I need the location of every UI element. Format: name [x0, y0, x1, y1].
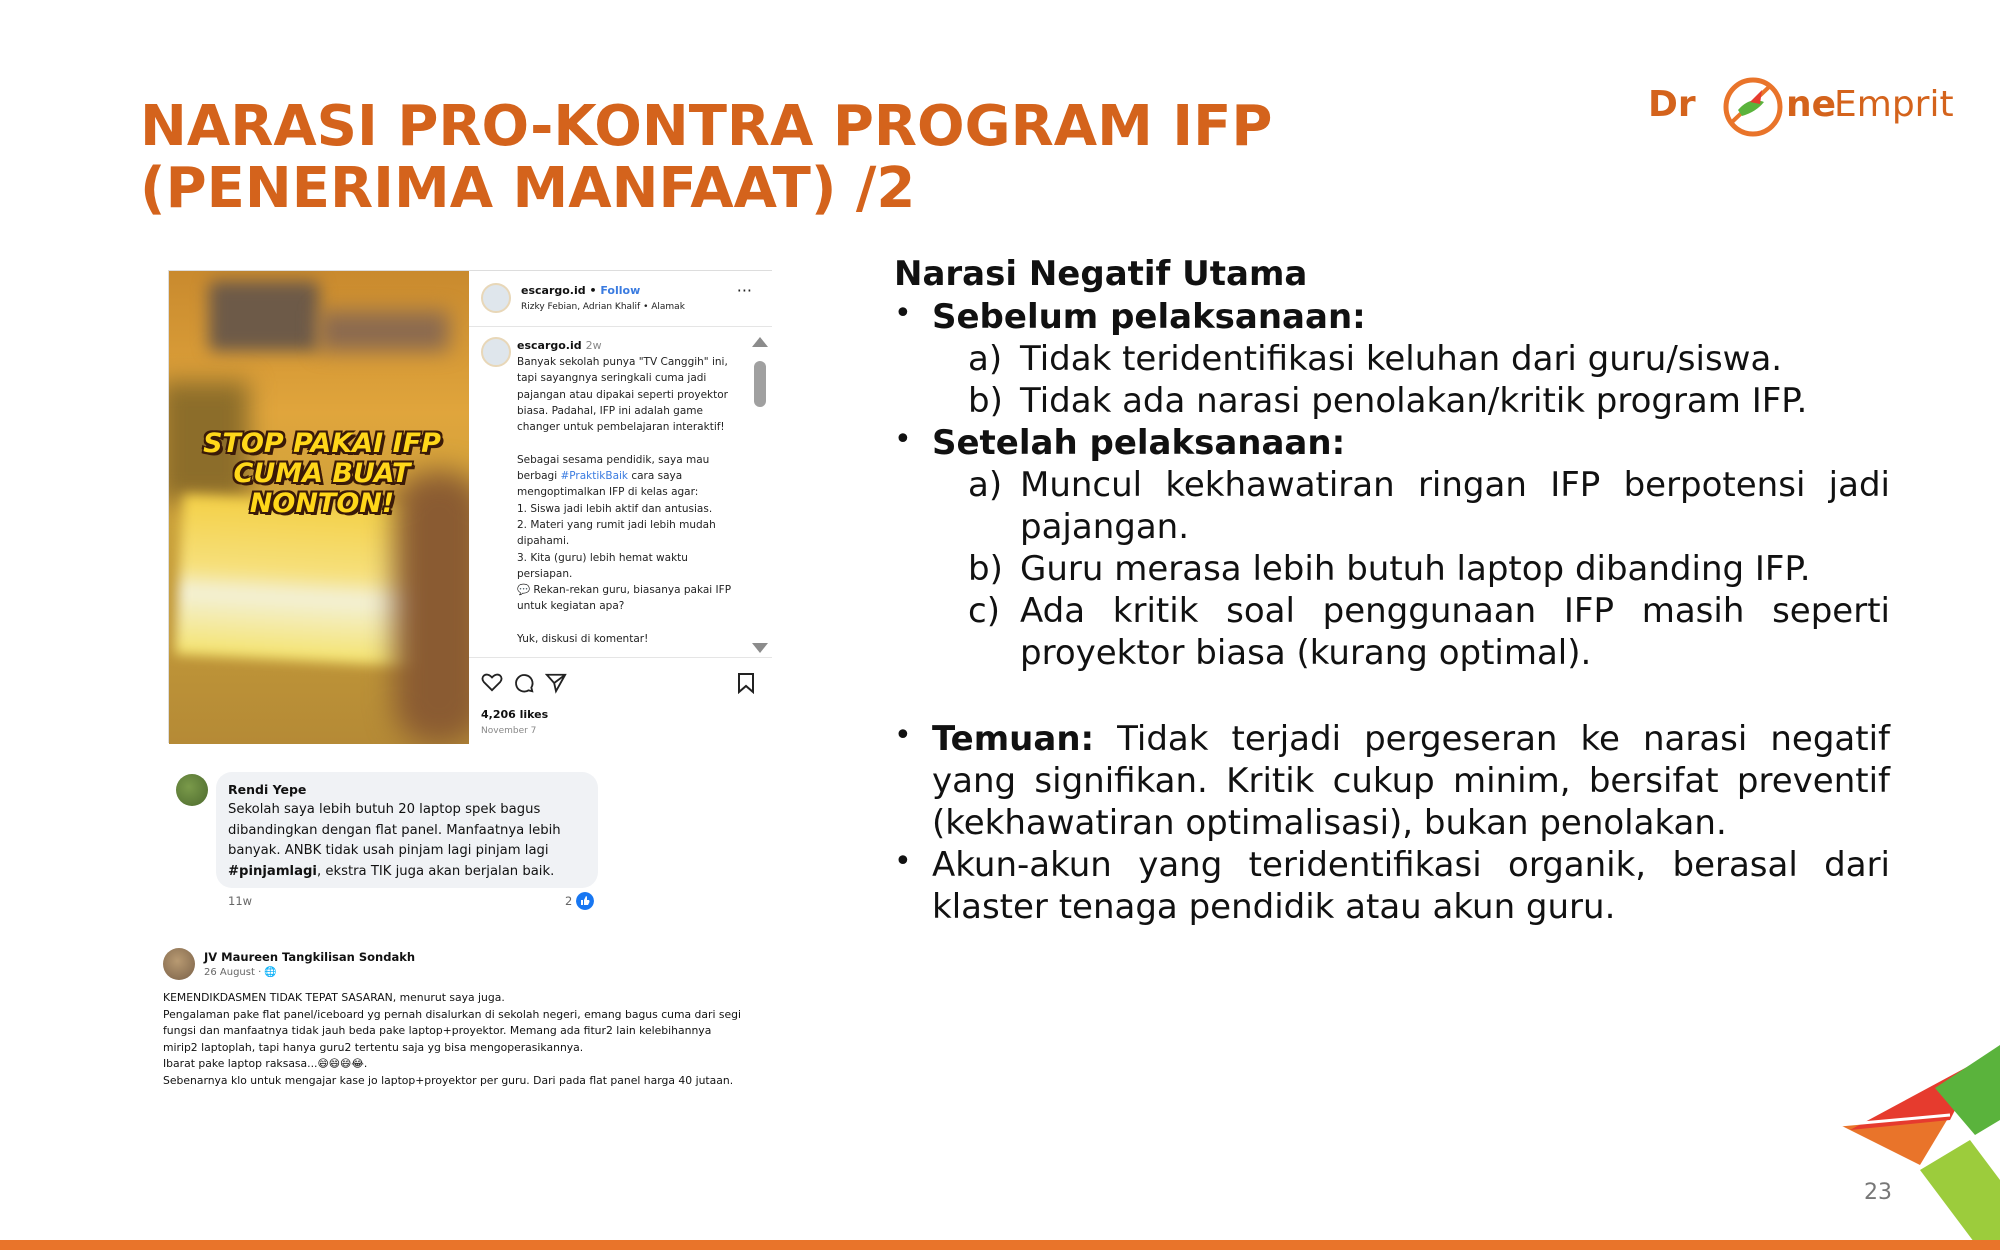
post-caption-area [469, 327, 772, 657]
caption-scrollbar[interactable] [752, 337, 766, 653]
caption-time: 2w [585, 339, 602, 352]
after-item-c-letter: c) [968, 591, 1000, 631]
likes-count[interactable]: 4,206 likes [481, 708, 549, 721]
bullet-dot: • [894, 422, 912, 457]
narrative-heading: Narasi Negatif Utama [894, 254, 1308, 294]
bookmark-icon[interactable] [737, 672, 755, 694]
instagram-post [168, 270, 772, 743]
scroll-down-arrow-icon[interactable] [752, 643, 768, 653]
finding-label: Temuan: [932, 719, 1095, 759]
post-username[interactable]: escargo.id • Follow [521, 284, 641, 297]
after-item-a-letter: a) [968, 465, 1003, 505]
comment1-time[interactable]: 11w [228, 894, 253, 908]
post-header [469, 271, 772, 327]
comment2-avatar[interactable] [163, 948, 195, 980]
finding-text: Temuan: Tidak terjadi pergeseran ke narasi negatif yang signifikan. Kritik cukup minim, bersifat preventif (kekhawatiran optimalisasi), bukan penolakan. [932, 719, 1890, 843]
scroll-up-arrow-icon[interactable] [752, 337, 768, 347]
post-collaborators: Rizky Febian, Adrian Khalif • Alamak [521, 302, 685, 312]
slide-title [140, 96, 1340, 220]
slide-title-line2: (PENERIMA MANFAAT) /2 [140, 156, 916, 221]
comment1-avatar[interactable] [176, 774, 208, 806]
logo-text-dr: Dr [1648, 84, 1696, 125]
scroll-thumb[interactable] [754, 361, 766, 407]
before-item-b-text: Tidak ada narasi penolakan/kritik program IFP. [1020, 381, 1808, 421]
share-icon[interactable] [545, 672, 567, 694]
bottom-accent-bar [0, 1240, 2000, 1250]
post-sidebar [469, 271, 772, 744]
caption-text: Banyak sekolah punya "TV Canggih" ini, tapi sayangnya seringkali cuma jadi pajangan atau dipakai seperti proyektor biasa. Padahal, IFP ini adalah game changer untuk pembelajaran interaktif! Sebagai sesama pendidik, saya mau berbagi #PraktikBaik cara saya mengoptimalkan IFP di kelas agar: 1. Siswa jadi lebih aktif dan antusias. 2. Materi yang rumit jadi lebih mudah dipahami. 3. Kita (guru) lebih hemat waktu persiapan. 💬 Rekan-rekan guru, biasanya pakai IFP untuk kegiatan apa? Yuk, diskusi di komentar! [517, 356, 732, 646]
before-item-b-letter: b) [968, 381, 1003, 421]
more-options-icon[interactable]: ··· [736, 281, 752, 300]
comment1-text: Sekolah saya lebih butuh 20 laptop spek bagus dibandingkan dengan flat panel. Manfaatnya lebih banyak. ANBK tidak usah pinjam lagi pinjam lagi #pinjamlagi, ekstra TIK juga akan berjalan baik. [228, 802, 561, 879]
accounts-text: Akun-akun yang teridentifikasi organik, berasal dari klaster tenaga pendidik atau akun guru. [932, 845, 1890, 927]
post-actions [469, 657, 772, 743]
bullet-dot: • [894, 718, 912, 753]
post-date: November 7 [481, 726, 537, 736]
post-avatar[interactable] [481, 283, 511, 313]
like-reaction-icon[interactable] [576, 892, 594, 910]
bullet-dot: • [894, 844, 912, 879]
drone-logo-icon [1720, 72, 1786, 138]
comment1-bubble [216, 772, 598, 888]
after-item-c-text: Ada kritik soal penggunaan IFP masih seperti proyektor biasa (kurang optimal). [1020, 591, 1890, 673]
slide-title-line1: NARASI PRO-KONTRA PROGRAM IFP [140, 94, 1273, 159]
caption-username[interactable]: escargo.id 2w [517, 339, 602, 352]
logo-text-emprit: Emprit [1834, 84, 1954, 125]
before-item-a-letter: a) [968, 339, 1003, 379]
before-item-a-text: Tidak teridentifikasi keluhan dari guru/siswa. [1020, 339, 1783, 379]
comment2-text: KEMENDIKDASMEN TIDAK TEPAT SASARAN, menurut saya juga. Pengalaman pake flat panel/iceboard yg pernah disalurkan di sekolah negeri, emang bagus cuma dari segi fungsi dan manfaatnya tidak jauh beda pake laptop+proyektor. Memang ada fitur2 lain kelebihannya mirip2 laptoplah, tapi hanya guru2 tertentu saja yg bisa mengoperasikannya. Ibarat pake laptop raksasa...😄😄😄😂. Sebenarnya klo untuk mengajar kase jo laptop+proyektor per guru. Dari pada flat panel harga 40 jutaan. [163, 991, 742, 1087]
after-item-b-text: Guru merasa lebih butuh laptop dibanding IFP. [1020, 549, 1811, 589]
corner-decoration-icon [1830, 1040, 2000, 1250]
bullet-dot: • [894, 296, 912, 331]
follow-link[interactable]: Follow [600, 284, 641, 297]
drone-emprit-logo [1648, 72, 1954, 142]
comment-icon[interactable] [513, 672, 535, 694]
photo-caption [177, 429, 467, 519]
comment1-author[interactable]: Rendi Yepe [228, 782, 307, 797]
after-label: Setelah pelaksanaan: [932, 423, 1346, 463]
heart-icon[interactable] [481, 672, 503, 692]
comment1-reaction-count[interactable]: 2 [565, 894, 573, 908]
hashtag-link[interactable]: #PraktikBaik [560, 470, 628, 483]
caption-avatar[interactable] [481, 337, 511, 367]
comment2-date[interactable]: 26 August · 🌐 [204, 967, 277, 978]
comment1-hashtag[interactable]: #pinjamlagi [228, 863, 317, 879]
page-number: 23 [1864, 1180, 1892, 1205]
before-label: Sebelum pelaksanaan: [932, 297, 1366, 337]
after-item-a-text: Muncul kekhawatiran ringan IFP berpotensi jadi pajangan. [1020, 465, 1890, 547]
logo-text-ne: ne [1786, 84, 1837, 125]
photo-caption-line2: CUMA BUAT NONTON! [233, 458, 411, 519]
photo-caption-line1: STOP PAKAI IFP [203, 428, 441, 459]
post-photo [169, 271, 469, 744]
comment2-author[interactable]: JV Maureen Tangkilisan Sondakh [204, 950, 416, 964]
after-item-b-letter: b) [968, 549, 1003, 589]
